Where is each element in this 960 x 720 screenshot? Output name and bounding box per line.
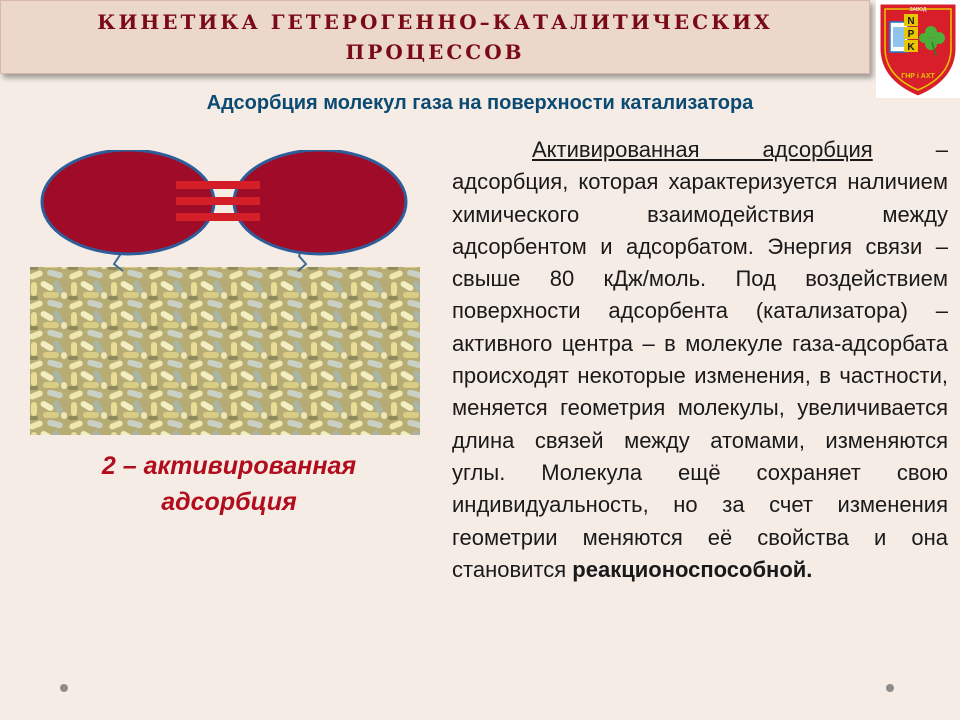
caption-line-2: адсорбция	[161, 488, 297, 516]
nav-dot-left	[60, 684, 68, 692]
slide-subtitle: Адсорбция молекул газа на поверхности катализатора	[206, 92, 754, 114]
logo-bottom-text: ГНР і АХТ	[901, 73, 935, 80]
logo-letter-k: K	[907, 42, 915, 53]
nav-dot-right	[886, 684, 894, 692]
definition-paragraph	[452, 134, 948, 586]
molecule-bond	[176, 181, 260, 221]
logo-letter-n: N	[907, 16, 915, 27]
caption-line-1: 2 – активированная	[101, 452, 357, 480]
adsorption-diagram	[28, 150, 424, 445]
title-bar	[0, 0, 870, 74]
logo-letter-p: P	[907, 29, 915, 40]
defined-term: Активированная адсорбция	[532, 137, 873, 162]
logo-arc-text: ЗАВОД	[909, 7, 927, 13]
company-logo	[876, 0, 960, 98]
slide-title-line-2: ПРОЦЕССОВ	[345, 40, 525, 64]
definition-text: – адсорбция, которая характеризуется наличием химического взаимодействия между адсорбентом и адсорбатом. Энергия связи – свыше 80 кДж/моль. Под воздействием поверхности адсорбента (катализатора) – активного центра – в молекуле газа-адсорбата происходят некоторые изменения, в частности, меняется геометрия молекулы, увеличивается длина связей между атомами, изменяются углы. Молекула ещё сохраняет свою индивидуальность, но за счет изменения геометрии меняются её свойства и она становится	[452, 137, 948, 582]
diagram-caption	[30, 448, 428, 520]
slide-title-line-1: КИНЕТИКА ГЕТЕРОГЕННО–КАТАЛИТИЧЕСКИХ	[97, 10, 773, 34]
key-word: реакционоспособной.	[572, 556, 813, 582]
catalyst-surface	[30, 267, 420, 435]
